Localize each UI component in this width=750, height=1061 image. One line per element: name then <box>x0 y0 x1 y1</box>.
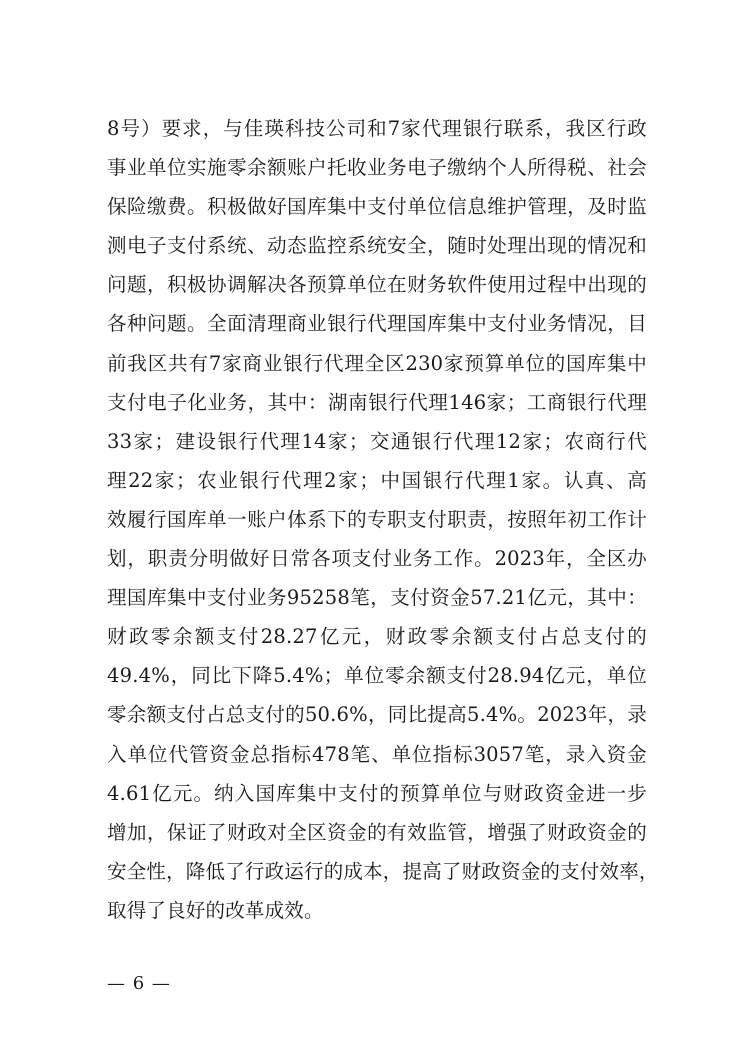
paragraph-line: 8号）要求，与佳瑛科技公司和7家代理银行联系，我区行政 <box>107 117 647 140</box>
paragraph-line: 测电子支付系统、动态监控系统安全，随时处理出现的情况和 <box>107 234 647 258</box>
paragraph-line: 效履行国库单一账户体系下的专职支付职责，按照年初工作计 <box>107 507 647 531</box>
paragraph-line: 事业单位实施零余额账户托收业务电子缴纳个人所得税、社会 <box>107 156 647 180</box>
page-number: — 6 — <box>107 973 171 994</box>
paragraph-line: 划，职责分明做好日常各项支付业务工作。2023年，全区办 <box>107 547 647 571</box>
paragraph-line: 各种问题。全面清理商业银行代理国库集中支付业务情况，目 <box>107 312 647 336</box>
paragraph-line: 理国库集中支付业务95258笔，支付资金57.21亿元，其中： <box>107 586 647 610</box>
paragraph-line: 4.61亿元。纳入国库集中支付的预算单位与财政资金进一步 <box>107 781 647 805</box>
paragraph-line: 理22家；农业银行代理2家；中国银行代理1家。认真、高 <box>107 468 647 492</box>
paragraph-line: 财政零余额支付28.27亿元，财政零余额支付占总支付的 <box>107 625 647 649</box>
paragraph-line: 33家；建设银行代理14家；交通银行代理12家；农商行代 <box>107 429 647 453</box>
paragraph-line: 前我区共有7家商业银行代理全区230家预算单位的国库集中 <box>107 351 647 375</box>
paragraph-line: 增加，保证了财政对全区资金的有效监管，增强了财政资金的 <box>107 820 647 844</box>
paragraph-line: 问题，积极协调解决各预算单位在财务软件使用过程中出现的 <box>107 273 647 297</box>
paragraph-line: 取得了良好的改革成效。 <box>107 898 324 922</box>
paragraph-line: 支付电子化业务，其中：湖南银行代理146家；工商银行代理 <box>107 390 647 414</box>
body-paragraph <box>107 109 659 930</box>
paragraph-line: 入单位代管资金总指标478笔、单位指标3057笔，录入资金 <box>107 742 647 766</box>
paragraph-line: 零余额支付占总支付的50.6%，同比提高5.4%。2023年，录 <box>107 703 647 727</box>
paragraph-line: 安全性，降低了行政运行的成本，提高了财政资金的支付效率， <box>107 859 659 883</box>
paragraph-line: 保险缴费。积极做好国库集中支付单位信息维护管理，及时监 <box>107 195 647 219</box>
paragraph-line: 49.4%，同比下降5.4%；单位零余额支付28.94亿元，单位 <box>107 664 647 688</box>
